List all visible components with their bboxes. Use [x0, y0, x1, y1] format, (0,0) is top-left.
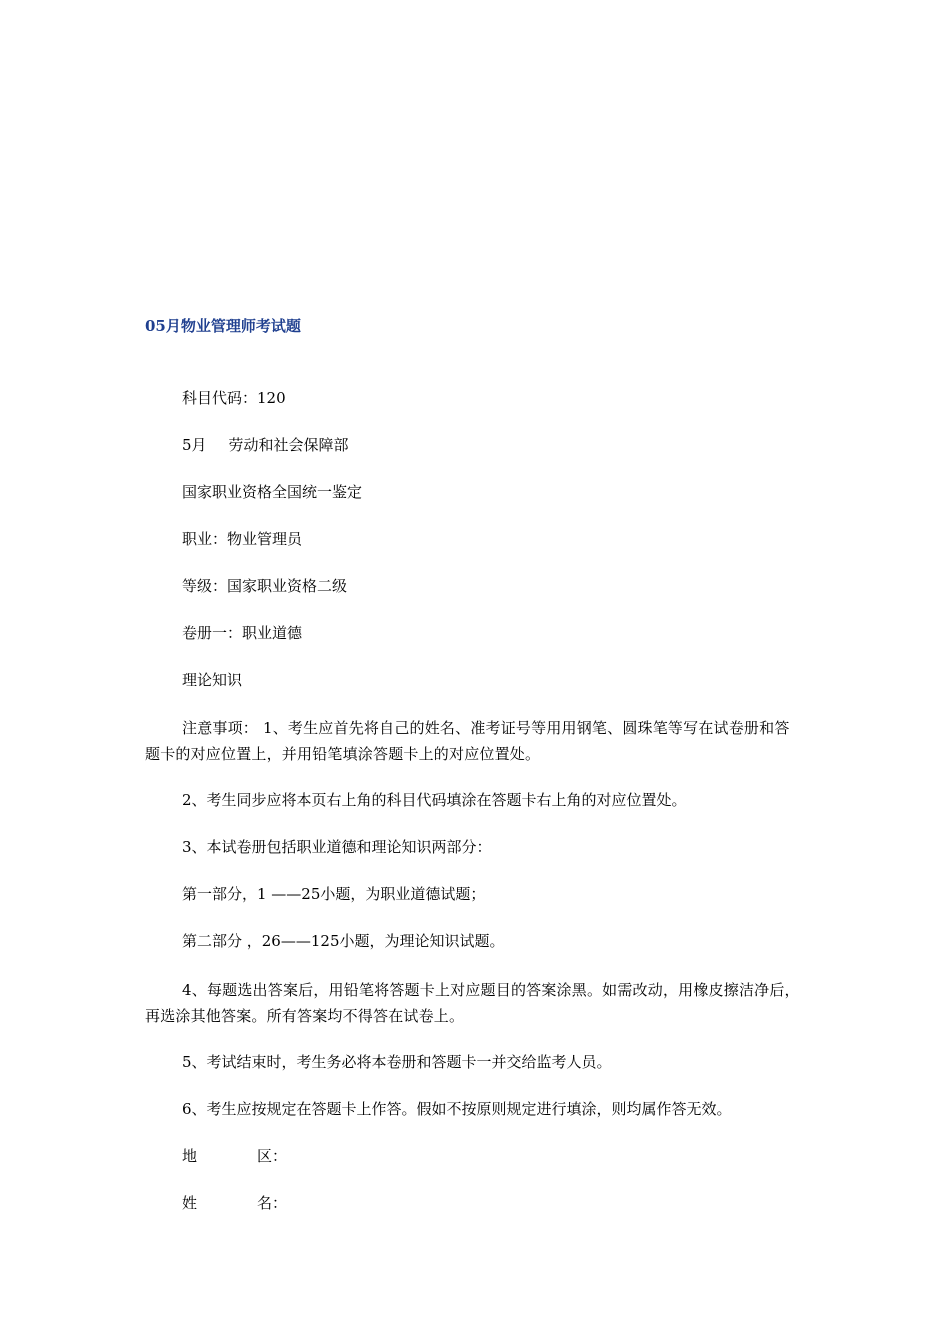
notice-paragraph-1: 注意事项： 1、考生应首先将自己的姓名、准考证号等用用钢笔、圆珠笔等写在试卷册和答题卡的对应位置上，并用铅笔填涂答题卡上的对应位置处。 — [145, 719, 790, 763]
name-label-a: 姓 — [182, 1194, 198, 1212]
month-text: 5月 — [182, 436, 207, 454]
notice-paragraph-4: 4、每题选出答案后，用铅笔将答题卡上对应题目的答案涂黑。如需改动，用橡皮擦洁净后，再选涂其他答案。所有答案均不得答在试卷上。 — [145, 981, 800, 1025]
notice-paragraph-2: 2、考生同步应将本页右上角的科目代码填涂在答题卡右上角的对应位置处。 — [182, 791, 687, 809]
part-two-line: 第二部分 ，26——125小题，为理论知识试题。 — [182, 932, 505, 950]
region-field — [182, 1145, 287, 1167]
notice-paragraph-5: 5、考试结束时，考生务必将本卷册和答题卡一并交给监考人员。 — [182, 1053, 612, 1071]
month-ministry-line — [182, 434, 349, 456]
level-line: 等级：国家职业资格二级 — [182, 577, 348, 595]
name-field — [182, 1192, 287, 1214]
name-label-b: 名： — [257, 1194, 288, 1212]
notice-paragraph-6: 6、考生应按规定在答题卡上作答。假如不按原则规定进行填涂，则均属作答无效。 — [182, 1100, 732, 1118]
volume-line: 卷册一：职业道德 — [182, 624, 303, 642]
region-label-b: 区： — [257, 1147, 288, 1165]
occupation-line: 职业：物业管理员 — [182, 530, 303, 548]
document-title: 05月物业管理师考试题 — [145, 317, 301, 335]
notice-paragraph-3: 3、本试卷册包括职业道德和理论知识两部分： — [182, 838, 492, 856]
appraisal-line: 国家职业资格全国统一鉴定 — [182, 483, 363, 501]
part-one-line: 第一部分，1 ——25小题，为职业道德试题； — [182, 885, 486, 903]
subject-code-line: 科目代码：120 — [182, 389, 286, 407]
theory-line: 理论知识 — [182, 671, 243, 689]
region-label-a: 地 — [182, 1147, 198, 1165]
ministry-text: 劳动和社会保障部 — [228, 436, 349, 454]
